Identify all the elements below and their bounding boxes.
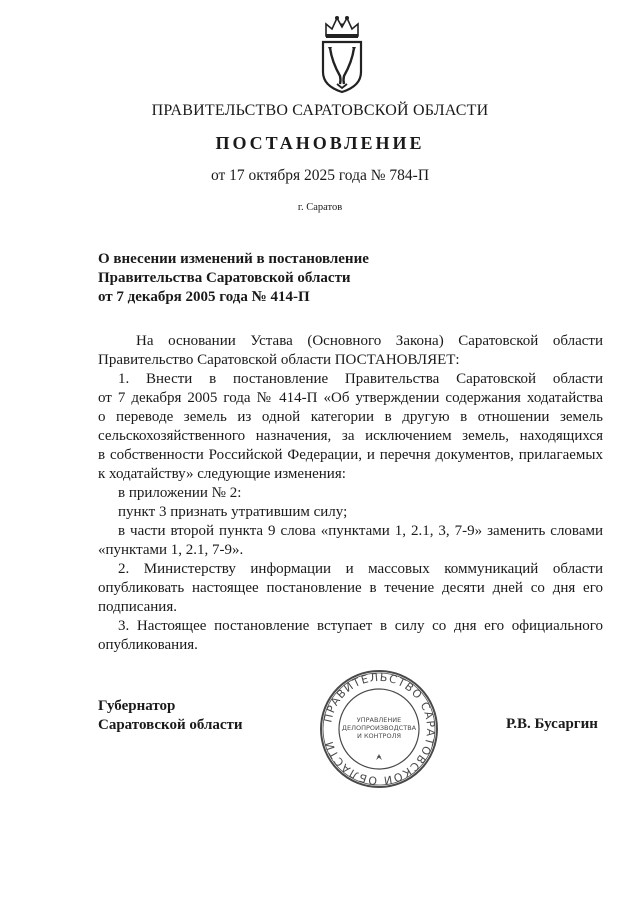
signatory-name: Р.В. Бусаргин bbox=[506, 716, 598, 732]
signatory-position bbox=[98, 697, 243, 735]
body-line: в собственности Российской Федерации, и перечня документов, прилагаемых bbox=[98, 447, 603, 463]
signatory-position-line: Губернатор bbox=[98, 698, 176, 714]
body-line: в части второй пункта 9 слова «пунктами 1, 2.1, 3, 7-9» заменить словами bbox=[118, 523, 603, 539]
official-stamp bbox=[318, 668, 440, 790]
body-line: опубликования. bbox=[98, 637, 198, 653]
subject-line: О внесении изменений в постановление bbox=[98, 251, 369, 267]
stamp-star-icon bbox=[376, 754, 382, 760]
subject-line: Правительства Саратовской области bbox=[98, 270, 351, 286]
saratov-coat-of-arms-icon bbox=[318, 14, 366, 94]
subject-line: от 7 декабря 2005 года № 414-П bbox=[98, 289, 310, 305]
document-type-title: ПОСТАНОВЛЕНИЕ bbox=[215, 133, 425, 153]
body-line: опубликовать настоящее постановление в течение десяти дней со дня его bbox=[98, 580, 603, 596]
body-line: Правительство Саратовской области ПОСТАНОВЛЯЕТ: bbox=[98, 352, 460, 368]
stamp-center-line: И КОНТРОЛЯ bbox=[357, 732, 401, 740]
signatory-position-line: Саратовской области bbox=[98, 717, 243, 733]
document-subject bbox=[98, 250, 398, 307]
government-name: ПРАВИТЕЛЬСТВО САРАТОВСКОЙ ОБЛАСТИ bbox=[151, 102, 489, 119]
body-line: сельскохозяйственного назначения, за исключением земель, находящихся bbox=[98, 428, 603, 444]
body-line: На основании Устава (Основного Закона) Саратовской области bbox=[136, 333, 603, 349]
document-body bbox=[98, 332, 603, 655]
body-line: к ходатайству» следующие изменения: bbox=[98, 466, 346, 482]
body-line: от 7 декабря 2005 года № 414-П «Об утверждении содержания ходатайства bbox=[98, 390, 603, 406]
document-date-number: от 17 октября 2025 года № 784-П bbox=[210, 167, 430, 184]
document-city: г. Саратов bbox=[297, 202, 343, 213]
body-line: подписания. bbox=[98, 599, 177, 615]
stamp-ring-text: ПРАВИТЕЛЬСТВО САРАТОВСКОЙ ОБЛАСТИ bbox=[321, 670, 438, 788]
body-line: о переводе земель из одной категории в другую в отношении земель bbox=[98, 409, 603, 425]
body-line: 2. Министерству информации и массовых коммуникаций области bbox=[118, 561, 603, 577]
body-line: 1. Внести в постановление Правительства Саратовской области bbox=[118, 371, 603, 387]
body-line: в приложении № 2: bbox=[118, 485, 242, 501]
stamp-center-line: УПРАВЛЕНИЕ bbox=[356, 716, 402, 724]
body-line: «пунктами 1, 2.1, 7-9». bbox=[98, 542, 244, 558]
stamp-center-line: ДЕЛОПРОИЗВОДСТВА bbox=[341, 724, 417, 732]
body-line: 3. Настоящее постановление вступает в силу со дня его официального bbox=[118, 618, 603, 634]
body-line: пункт 3 признать утратившим силу; bbox=[118, 504, 348, 520]
